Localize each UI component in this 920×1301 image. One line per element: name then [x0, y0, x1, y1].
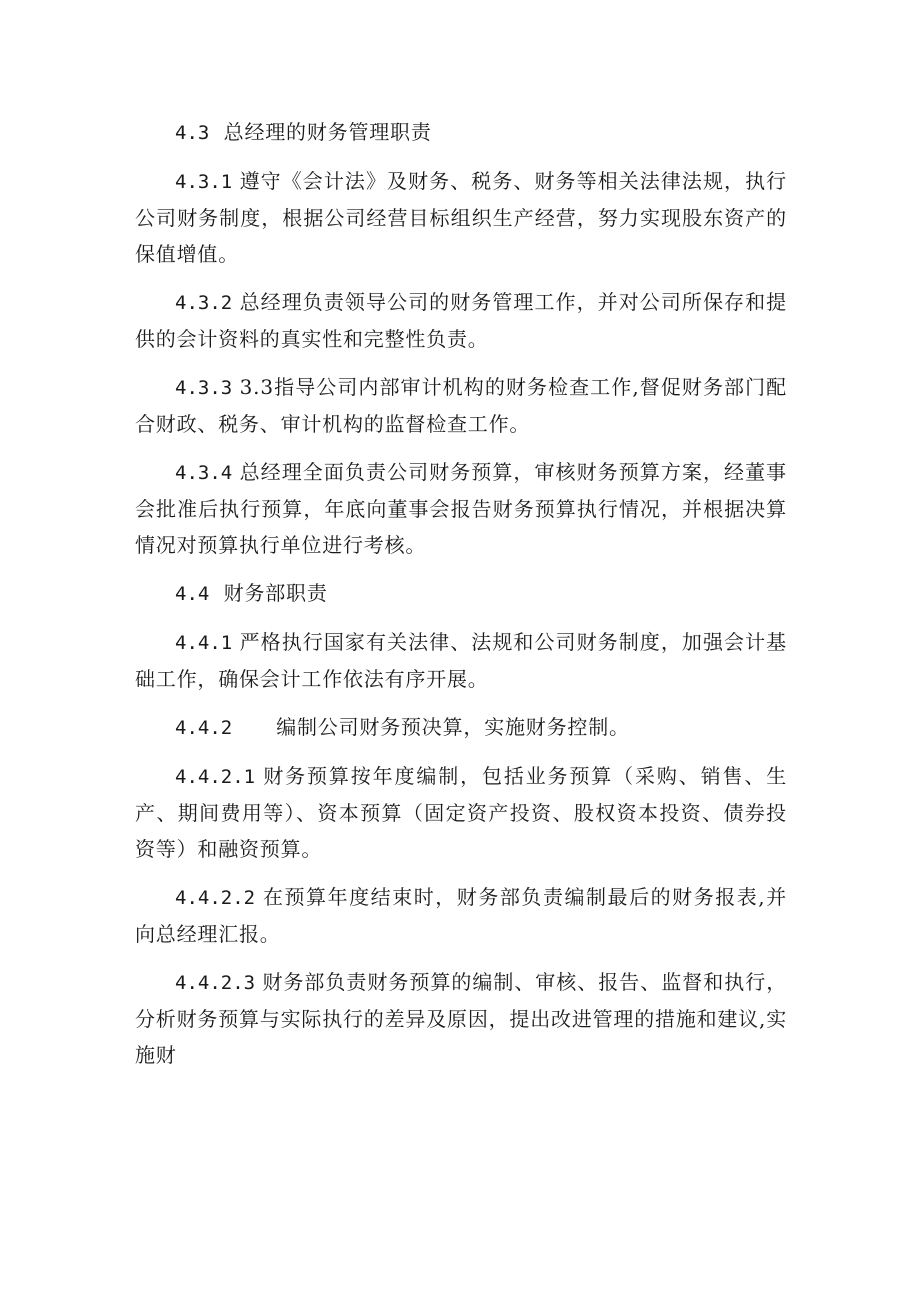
- clause-number: 4.4.2.1: [175, 766, 256, 788]
- paragraph-4-4-2: [135, 709, 787, 746]
- clause-text: 总经理全面负责公司财务预算，审核财务预算方案，经董事会批准后执行预算，年底向董事会报告财务预算执行情况，并根据决算情况对预算执行单位进行考核。: [135, 460, 787, 557]
- clause-text: 3.3指导公司内部审计机构的财务检查工作,督促财务部门配合财政、税务、审计机构的监督检查工作。: [135, 375, 787, 436]
- clause-text: 遵守《会计法》及财务、税务、财务等相关法律法规，执行公司财务制度，根据公司经营目标组织生产经营，努力实现股东资产的保值增值。: [135, 169, 787, 266]
- clause-number: 4.4.2.3: [175, 972, 256, 994]
- clause-number: 4.3.3: [175, 377, 233, 399]
- clause-text: 总经理负责领导公司的财务管理工作，并对公司所保存和提供的会计资料的真实性和完整性负责。: [135, 290, 787, 351]
- paragraph-4-4-2-1: [135, 758, 787, 867]
- paragraph-4-3-1: [135, 163, 787, 272]
- paragraph-4-4-1: [135, 624, 787, 697]
- paragraph-4-4-2-2: [135, 879, 787, 952]
- clause-number: 4.3.4: [175, 462, 233, 484]
- section-title: 总经理的财务管理职责: [223, 120, 432, 144]
- clause-text: 严格执行国家有关法律、法规和公司财务制度，加强会计基础工作，确保会计工作依法有序开展。: [135, 630, 787, 691]
- paragraph-4-4-2-3: [135, 964, 787, 1073]
- section-title: 财务部职责: [223, 581, 328, 605]
- clause-text: 财务部负责财务预算的编制、审核、报告、监督和执行，分析财务预算与实际执行的差异及原因，提出改进管理的措施和建议,实施财: [135, 970, 787, 1067]
- paragraph-4-3-2: [135, 284, 787, 357]
- document-body: [135, 114, 787, 1085]
- section-number: 4.3: [175, 122, 210, 144]
- section-number: 4.4: [175, 583, 210, 605]
- clause-number: 4.4.1: [175, 632, 233, 654]
- clause-number: 4.3.1: [175, 171, 233, 193]
- paragraph-4-3-3: [135, 369, 787, 442]
- clause-text: 编制公司财务预决算，实施财务控制。: [276, 715, 630, 739]
- clause-number: 4.3.2: [175, 292, 233, 314]
- clause-text: 财务预算按年度编制，包括业务预算（采购、销售、生产、期间费用等）、资本预算（固定资产投资、股权资本投资、债券投资等）和融资预算。: [135, 764, 787, 861]
- clause-text: 在预算年度结束时，财务部负责编制最后的财务报表,并向总经理汇报。: [135, 885, 787, 946]
- clause-number: 4.4.2: [175, 717, 233, 739]
- clause-number: 4.4.2.2: [175, 887, 256, 909]
- paragraph-4-3-4: [135, 454, 787, 563]
- section-heading-4-3: [135, 114, 787, 151]
- section-heading-4-4: [135, 575, 787, 612]
